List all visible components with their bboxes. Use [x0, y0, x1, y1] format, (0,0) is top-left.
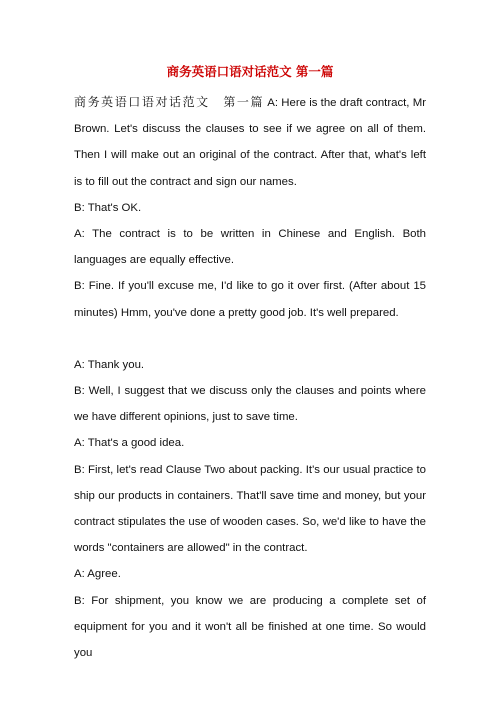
paragraph-3: A: The contract is to be written in Chinese and English. Both languages are equally effective. — [74, 228, 426, 267]
paragraph-9: A: Agree. — [74, 568, 121, 581]
paragraph-7: A: That's a good idea. — [74, 437, 185, 450]
paragraph-8: B: First, let's read Clause Two about packing. It's our usual practice to ship our products in containers. That'll save time and money, but your contract stipulates the use of wooden cases. So, we'd like to have the words "containers are allowed" in the contract. — [74, 463, 426, 555]
paragraph-5: A: Thank you. — [74, 358, 145, 371]
paragraph-10: B: For shipment, you know we are producing a complete set of equipment for you and it won't all be finished at one time. So would you — [74, 594, 426, 660]
document-title: 商务英语口语对话范文 第一篇 — [166, 64, 334, 79]
paragraph-1-text: A: Here is the draft contract, Mr Brown. Let's discuss the clauses to see if we agree on all of them. Then I will make out an original of the contract. After that, what's left is to fill out the contract and sign our names. — [74, 97, 426, 188]
paragraph-1 — [74, 89, 426, 195]
paragraph-6: B: Well, I suggest that we discuss only the clauses and points where we have different opinions, just to save time. — [74, 385, 426, 424]
lead-heading: 商务英语口语对话范文 第一篇 — [74, 95, 265, 109]
paragraph-4: B: Fine. If you'll excuse me, I'd like to go it over first. (After about 15 minutes) Hmm, you've done a pretty good job. It's well prepared. — [74, 280, 426, 319]
paragraph-2: B: That's OK. — [74, 201, 142, 214]
